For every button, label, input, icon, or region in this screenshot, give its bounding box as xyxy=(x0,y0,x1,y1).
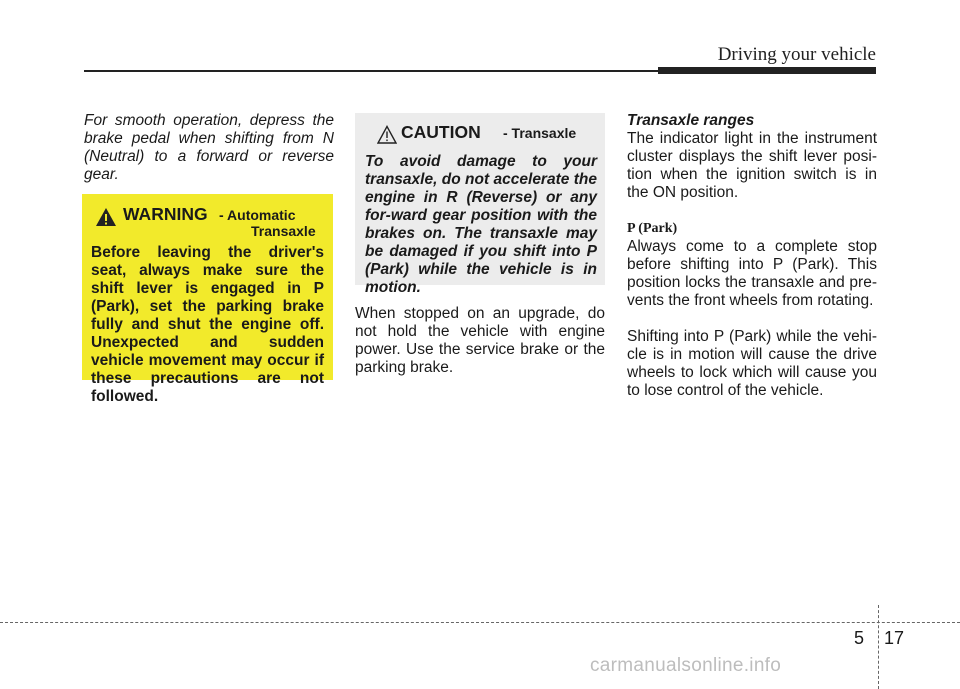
warning-box xyxy=(82,194,333,405)
caution-label: CAUTION xyxy=(401,122,481,142)
footer-vertical-dashed-rule xyxy=(878,605,879,689)
warning-subtitle: - Automatic xyxy=(219,207,296,223)
upgrade-paragraph: When stopped on an upgrade, do not hold the vehicle with engine power. Use the service brake or the parking brake. xyxy=(355,305,605,376)
page-number: 17 xyxy=(884,628,905,648)
caution-text: To avoid damage to your transaxle, do not accelerate the engine in R (Reverse) or any for-ward gear position with the brakes on. The transaxle may be damaged if you shift into P (Park) while the vehicle is in motion. xyxy=(365,153,597,296)
section-heading: Transaxle ranges xyxy=(627,112,755,129)
caution-box xyxy=(355,113,605,296)
indicator-paragraph: The indicator light in the instrument cluster displays the shift lever posi-tion when the ignition switch is in the ON position. xyxy=(627,130,877,201)
warning-label: WARNING xyxy=(123,204,208,224)
caution-header xyxy=(365,121,597,153)
chapter-number: 5 xyxy=(854,628,865,648)
intro-paragraph: For smooth operation, depress the brake pedal when shifting from N (Neutral) to a forward or reverse gear. xyxy=(84,112,334,183)
caution-triangle-icon xyxy=(377,125,397,144)
park-subheading: P (Park) xyxy=(627,221,678,236)
warning-text: Before leaving the driver's seat, always make sure the shift lever is engaged in P (Park), set the parking brake fully and shut the engine off. Unexpected and sudden vehicle movement may occur if these precautions are not followed. xyxy=(91,244,324,405)
warning-header xyxy=(91,204,324,240)
column-3 xyxy=(627,112,877,418)
header-rule xyxy=(84,70,658,72)
warning-triangle-icon xyxy=(95,207,117,227)
page-header-title: Driving your vehicle xyxy=(717,44,876,65)
footer-dashed-rule xyxy=(0,622,960,623)
header-rule-accent xyxy=(658,67,876,74)
watermark-text: carmanualsonline.info xyxy=(590,655,782,676)
caution-subtitle: - Transaxle xyxy=(503,125,577,141)
park-paragraph-1: Always come to a complete stop before shifting into P (Park). This position locks the transaxle and pre-vents the front wheels from rotating. xyxy=(627,238,877,309)
column-1 xyxy=(84,112,334,184)
park-paragraph-2: Shifting into P (Park) while the vehi-cle is in motion will cause the drive wheels to lock which will cause you to lose control of the vehicle. xyxy=(627,328,877,399)
warning-subtitle-2: Transaxle xyxy=(251,223,316,239)
